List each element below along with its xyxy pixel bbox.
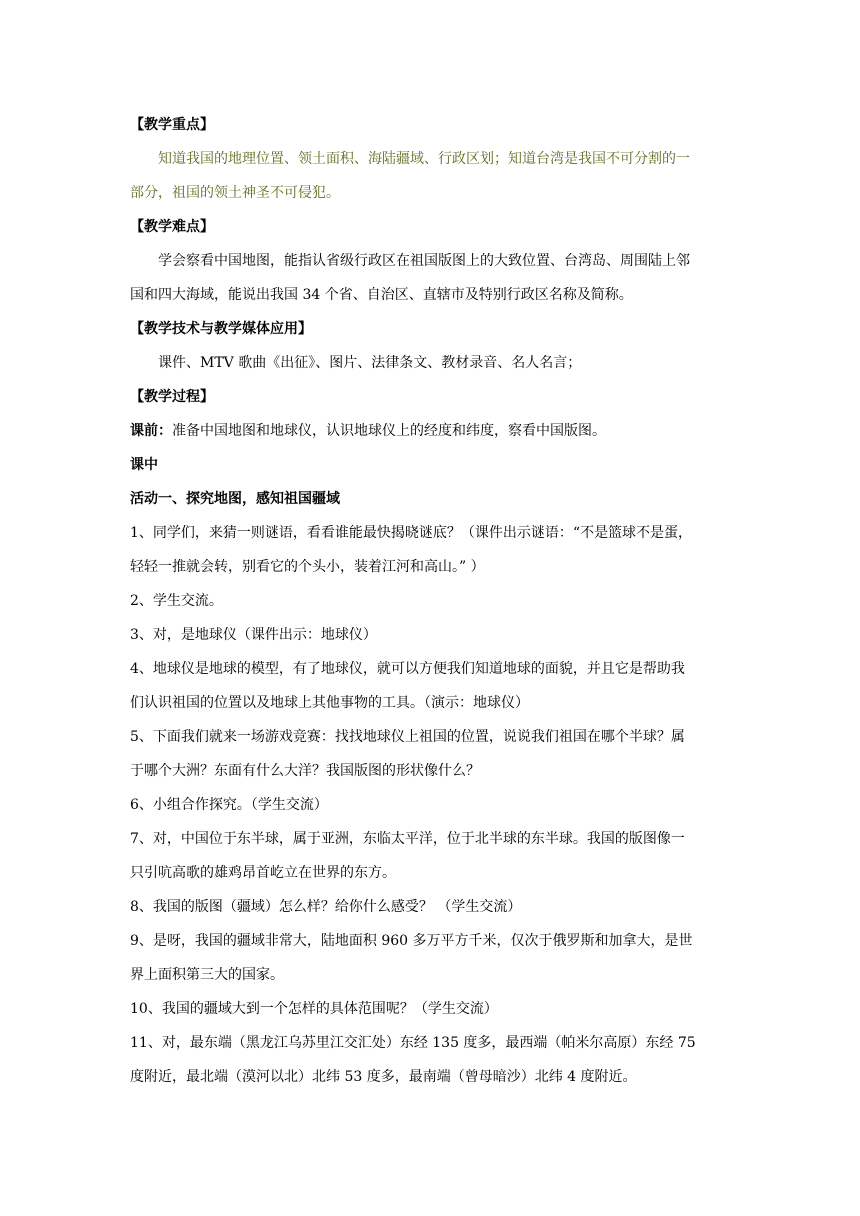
process-item-line: 3、对，是地球仪（课件出示：地球仪） xyxy=(130,627,377,643)
process-item-line: 4、地球仪是地球的模型，有了地球仪，就可以方便我们知道地球的面貌，并且它是帮助我 xyxy=(130,661,685,677)
key-points-line: 知道我国的地理位置、领土面积、海陆疆域、行政区划；知道台湾是我国不可分割的一 xyxy=(158,151,690,167)
process-item-line: 2、学生交流。 xyxy=(130,593,223,609)
process-item-line: 7、对，中国位于东半球，属于亚洲，东临太平洋，位于北半球的东半球。我国的版图像一 xyxy=(130,831,685,847)
difficulties-line: 国和四大海域，能说出我国 34 个省、自治区、直辖市及特别行政区名称及简称。 xyxy=(130,287,633,303)
activity-title: 活动一、探究地图，感知祖国疆域 xyxy=(130,491,340,507)
document-body xyxy=(130,108,730,1094)
pre-class-line xyxy=(130,414,730,448)
pre-class-label: 课前： xyxy=(130,423,172,439)
pre-class-text: 准备中国地图和地球仪，认识地球仪上的经度和纬度，察看中国版图。 xyxy=(172,423,606,439)
difficulties-heading: 【教学难点】 xyxy=(130,219,214,235)
media-heading: 【教学技术与教学媒体应用】 xyxy=(130,321,312,337)
process-item-line: 6、小组合作探究。（学生交流） xyxy=(130,797,328,813)
process-item-line: 9、是呀，我国的疆域非常大，陆地面积 960 多万平方千米，仅次于俄罗斯和加拿大，是世 xyxy=(130,933,693,949)
process-item-line: 5、下面我们就来一场游戏竞赛：找找地球仪上祖国的位置，说说我们祖国在哪个半球？属 xyxy=(130,729,685,745)
process-item-line: 11、对，最东端（黑龙江乌苏里江交汇处）东经 135 度多，最西端（帕米尔高原）东经 75 xyxy=(130,1035,696,1051)
process-item-line: 们认识祖国的位置以及地球上其他事物的工具。（演示：地球仪） xyxy=(130,695,529,711)
process-item-line: 10、我国的疆域大到一个怎样的具体范围呢？（学生交流） xyxy=(130,1001,498,1017)
process-item-line: 于哪个大洲？东面有什么大洋？我国版图的形状像什么？ xyxy=(130,763,480,779)
process-heading: 【教学过程】 xyxy=(130,389,214,405)
process-item-line: 轻轻一推就会转，别看它的个头小，装着江河和高山。” ） xyxy=(130,559,485,575)
process-item-line: 只引吭高歌的雄鸡昂首屹立在世界的东方。 xyxy=(130,865,396,881)
process-item-line: 界上面积第三大的国家。 xyxy=(130,967,284,983)
process-item-line: 度附近，最北端（漠河以北）北纬 53 度多，最南端（曾母暗沙）北纬 4 度附近。 xyxy=(130,1069,637,1085)
process-item-line: 8、我国的版图（疆域）怎么样？给你什么感受？ （学生交流） xyxy=(130,899,522,915)
process-item-line: 1、同学们，来猜一则谜语，看看谁能最快揭晓谜底？（课件出示谜语：“不是篮球不是蛋， xyxy=(130,525,693,541)
in-class-label: 课中 xyxy=(130,457,158,473)
key-points-line: 部分，祖国的领土神圣不可侵犯。 xyxy=(130,185,340,201)
media-line: 课件、MTV 歌曲《出征》、图片、法律条文、教材录音、名人名言； xyxy=(158,355,582,371)
key-points-heading: 【教学重点】 xyxy=(130,117,214,133)
difficulties-line: 学会察看中国地图，能指认省级行政区在祖国版图上的大致位置、台湾岛、周围陆上邻 xyxy=(158,253,690,269)
